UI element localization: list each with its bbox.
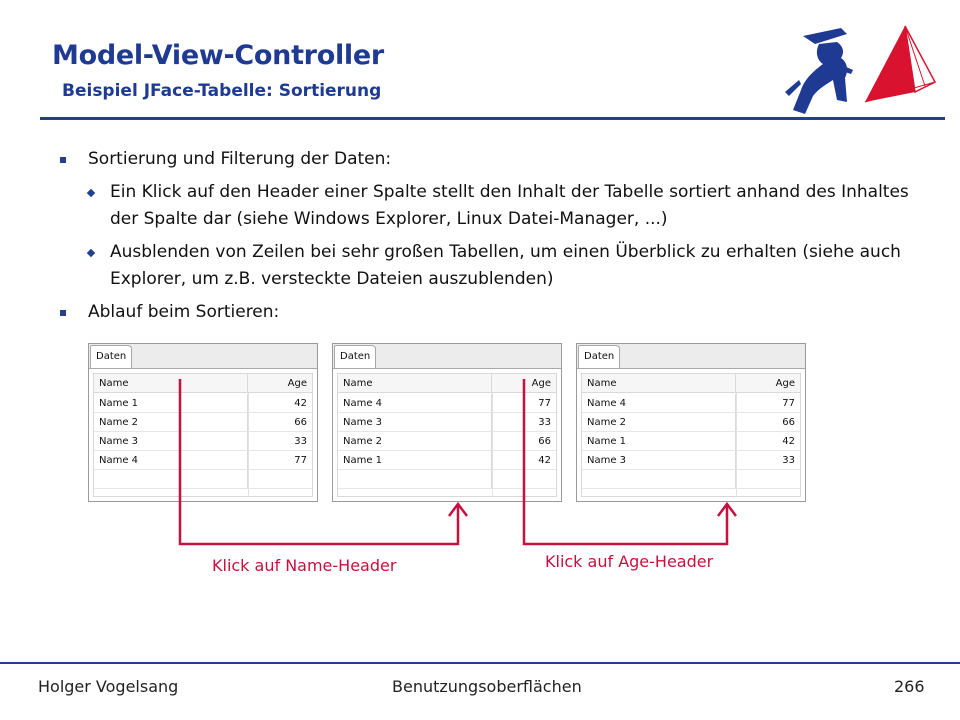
table-cell-name[interactable]: Name 2: [582, 413, 736, 432]
age-column-header[interactable]: Age: [736, 374, 800, 393]
name-column-header[interactable]: Name: [582, 374, 736, 393]
page-number: 266: [894, 677, 925, 696]
table-cell-age[interactable]: 77: [492, 394, 556, 413]
age-header-click-label: Klick auf Age-Header: [545, 552, 714, 571]
name-header-click-label: Klick auf Name-Header: [212, 556, 397, 575]
slide-subtitle: Beispiel JFace-Tabelle: Sortierung: [62, 81, 382, 101]
table-cell-name[interactable]: Name 4: [582, 394, 736, 413]
name-column-header[interactable]: Name: [94, 374, 248, 393]
table-cell-age[interactable]: 42: [736, 432, 800, 451]
table-cell-name[interactable]: Name 3: [582, 451, 736, 470]
table-cell-name[interactable]: Name 3: [338, 413, 492, 432]
bullet-text: Sortierung und Filterung der Daten:: [88, 149, 392, 169]
table-cell-name[interactable]: Name 3: [94, 432, 248, 451]
table-cell-name[interactable]: Name 4: [338, 394, 492, 413]
table-cell-name[interactable]: Name 4: [94, 451, 248, 470]
table-cell-age[interactable]: 42: [248, 394, 312, 413]
table-cell-age[interactable]: 66: [248, 413, 312, 432]
name-column-header[interactable]: Name: [338, 374, 492, 393]
sub-bullet-text: Ausblenden von Zeilen bei sehr großen Tabellen, um einen Überblick zu erhalten (siehe auch Explorer, um z.B. versteckte Dateien auszublenden): [110, 242, 901, 289]
age-column-header[interactable]: Age: [492, 374, 556, 393]
age-header-arrow-line: [524, 379, 727, 544]
sub-bullet-text: Ein Klick auf den Header einer Spalte stellt den Inhalt der Tabelle sortiert anhand des Inhaltes der Spalte dar (siehe Windows Explorer, Linux Datei-Manager, ...): [110, 182, 909, 229]
table-cell-age[interactable]: 42: [492, 451, 556, 470]
table-cell-age[interactable]: 77: [248, 451, 312, 470]
table-cell-name[interactable]: Name 2: [94, 413, 248, 432]
table-cell-age[interactable]: 33: [248, 432, 312, 451]
footer-course: Benutzungsoberflächen: [392, 677, 582, 696]
tab-daten[interactable]: Daten: [334, 345, 376, 369]
table-cell-age[interactable]: 33: [736, 451, 800, 470]
name-header-arrow-line: [180, 379, 458, 544]
age-column-header[interactable]: Age: [248, 374, 312, 393]
table-cell-age[interactable]: 66: [736, 413, 800, 432]
footer-author: Holger Vogelsang: [38, 677, 179, 696]
table-cell-name[interactable]: Name 1: [338, 451, 492, 470]
table-cell-age[interactable]: 66: [492, 432, 556, 451]
table-cell-name[interactable]: Name 2: [338, 432, 492, 451]
table-cell-name[interactable]: Name 1: [94, 394, 248, 413]
table-cell-name[interactable]: Name 1: [582, 432, 736, 451]
footer-rule: [0, 662, 960, 664]
table-cell-age[interactable]: 33: [492, 413, 556, 432]
tab-daten[interactable]: Daten: [578, 345, 620, 369]
tab-daten[interactable]: Daten: [90, 345, 132, 369]
bullet-text: Ablauf beim Sortieren:: [88, 302, 280, 322]
slide-title: Model-View-Controller: [52, 40, 384, 71]
table-cell-age[interactable]: 77: [736, 394, 800, 413]
